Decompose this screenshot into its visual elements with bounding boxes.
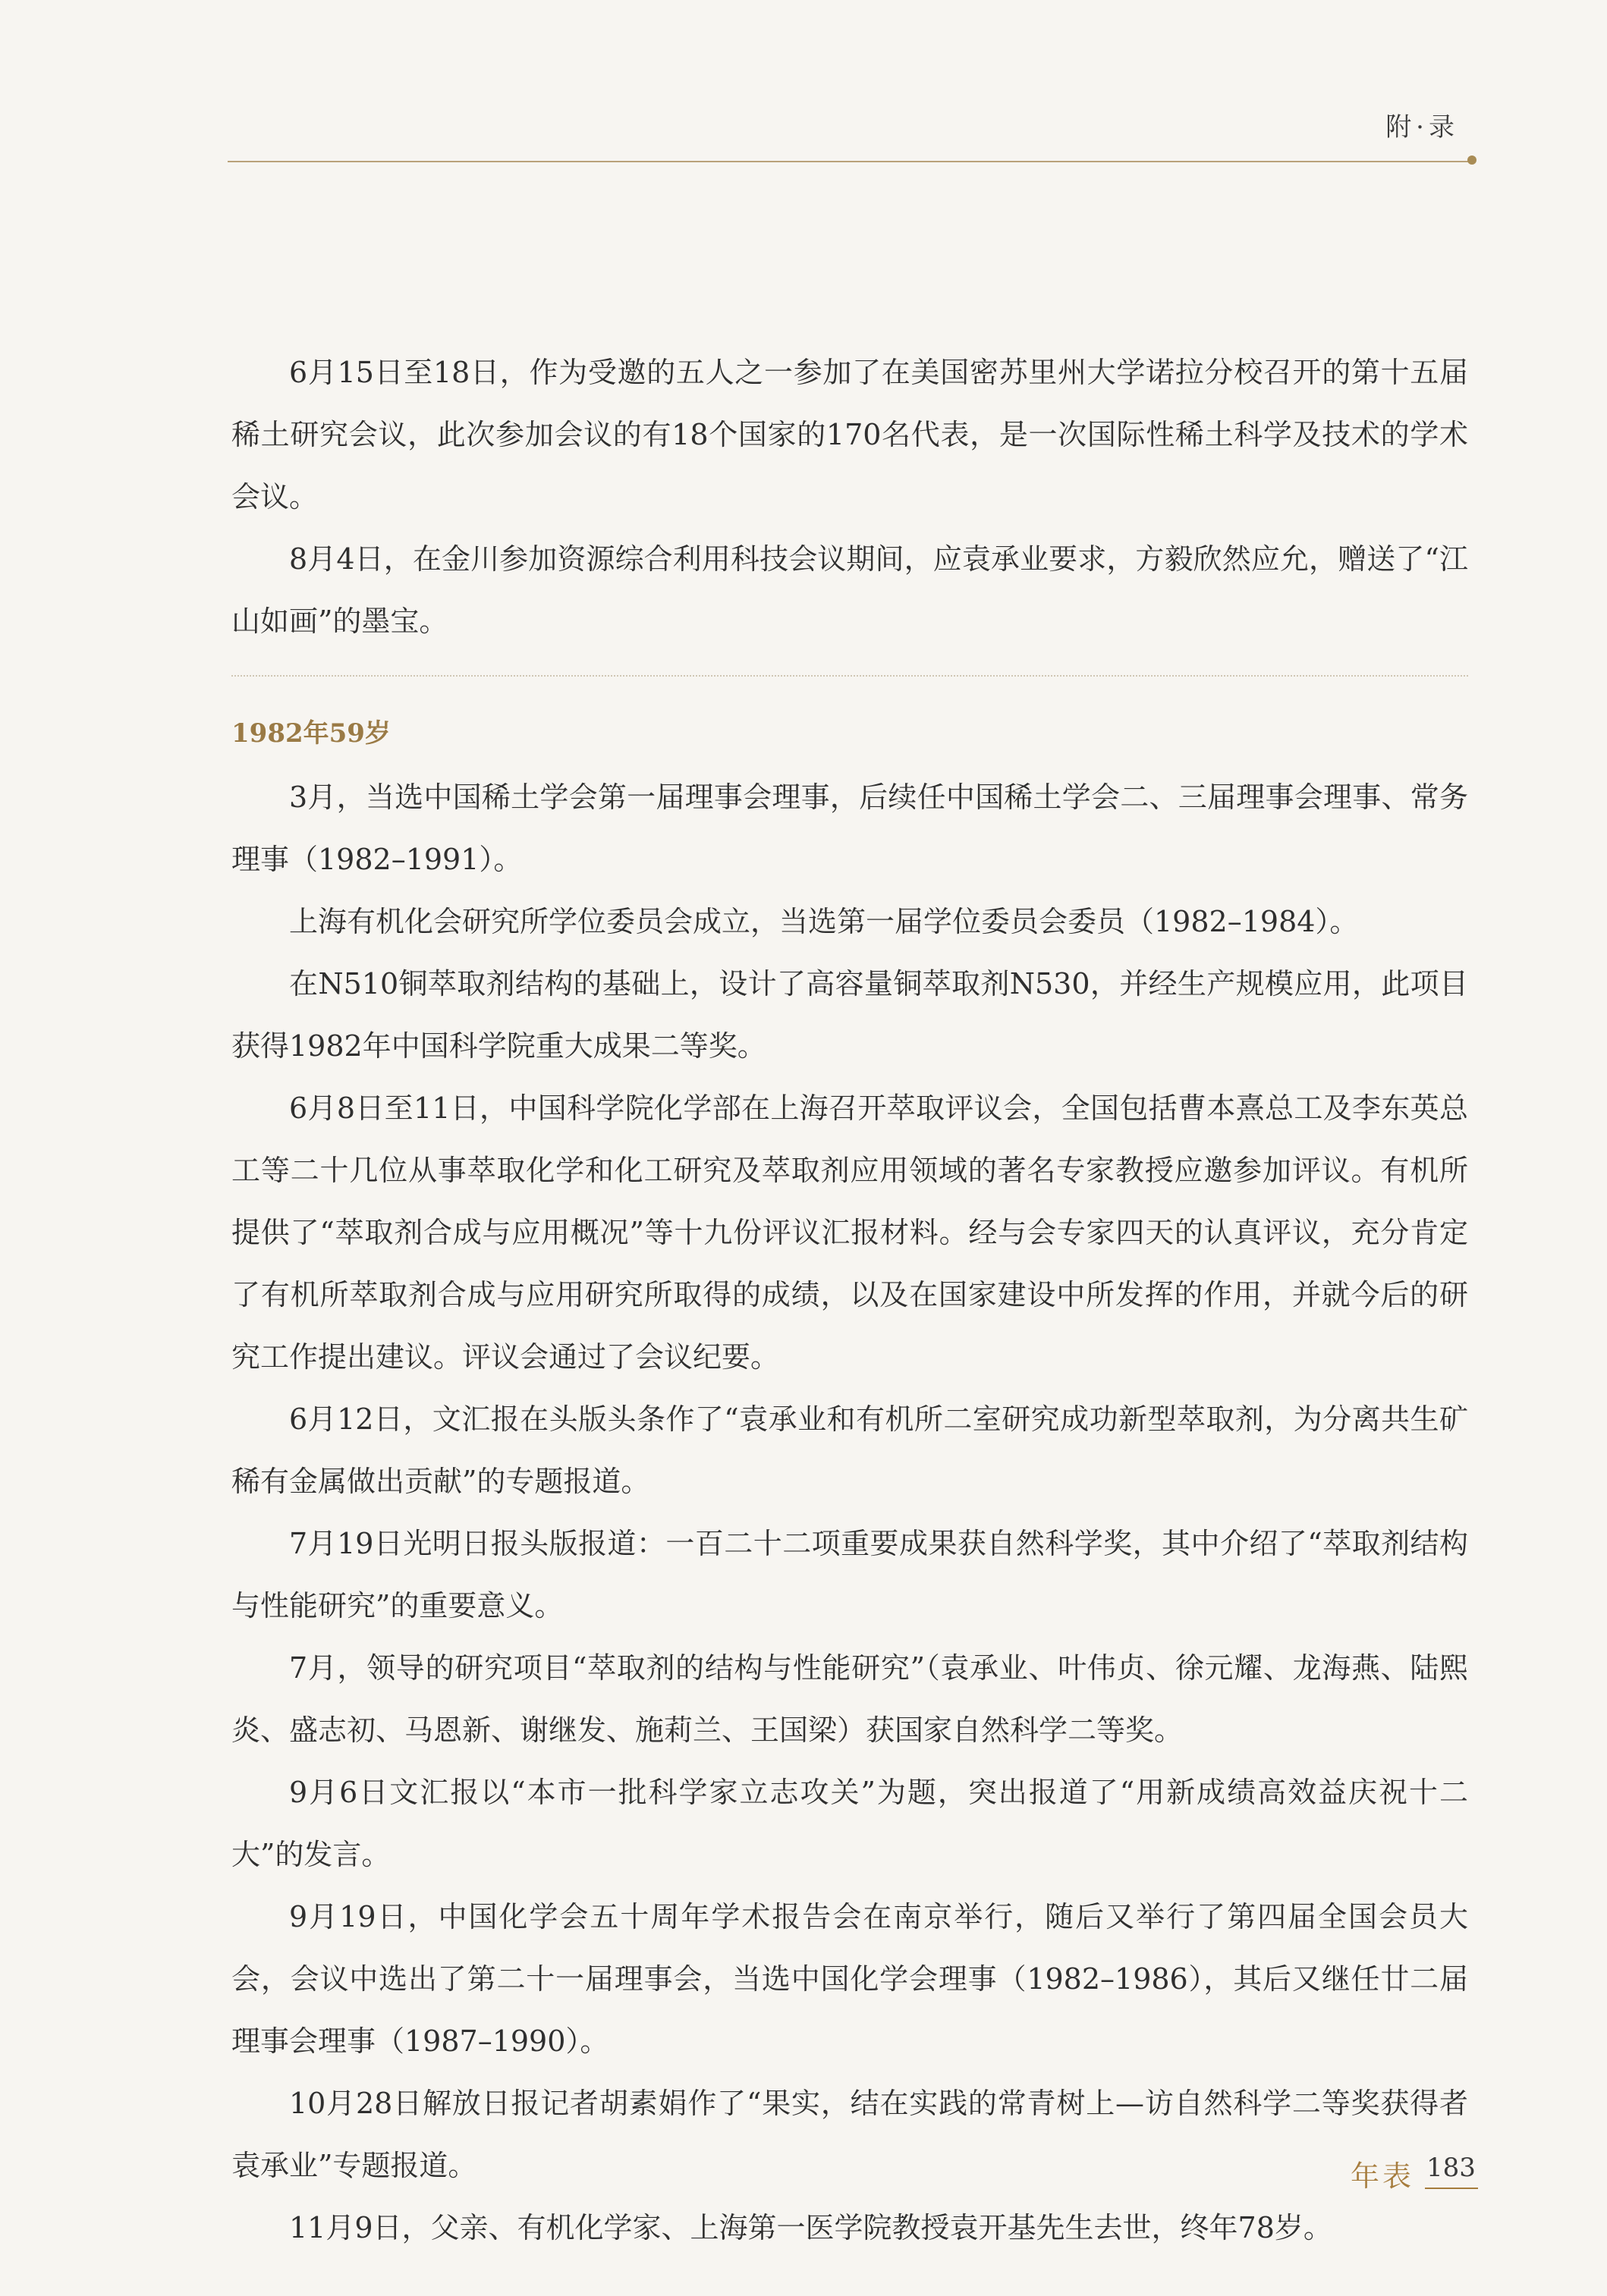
paragraph: 7月19日光明日报头版报道：一百二十二项重要成果获自然科学奖，其中介绍了“萃取剂结构与性能研究”的重要意义。 [231, 1527, 1468, 1622]
footer-section-label: 年表 [1351, 2159, 1415, 2193]
page-body [231, 341, 1468, 2259]
paragraph: 6月12日，文汇报在头版头条作了“袁承业和有机所二室研究成功新型萃取剂，为分离共生矿稀有金属做出贡献”的专题报道。 [231, 1402, 1468, 1498]
paragraph: 7月，领导的研究项目“萃取剂的结构与性能研究”（袁承业、叶伟贞、徐元耀、龙海燕、陆熙炎、盛志初、马恩新、谢继发、施莉兰、王国梁）获国家自然科学二等奖。 [231, 1651, 1468, 1747]
paragraph: 9月6日文汇报以“本市一批科学家立志攻关”为题，突出报道了“用新成绩高效益庆祝十二大”的发言。 [231, 1776, 1468, 1871]
section-heading-year: 1982年59岁 [231, 718, 391, 749]
page-number: 183 [1426, 2153, 1476, 2183]
paragraph: 8月4日，在金川参加资源综合利用科技会议期间，应袁承业要求，方毅欣然应允，赠送了“江山如画”的墨宝。 [231, 542, 1468, 638]
paragraph: 在N510铜萃取剂结构的基础上，设计了高容量铜萃取剂N530，并经生产规模应用，此项目获得1982年中国科学院重大成果二等奖。 [231, 967, 1468, 1063]
paragraph: 11月9日，父亲、有机化学家、上海第一医学院教授袁开基先生去世，终年78岁。 [289, 2211, 1332, 2244]
paragraph: 上海有机化会研究所学位委员会成立，当选第一届学位委员会委员（1982–1984）。 [289, 905, 1359, 938]
paragraph: 9月19日，中国化学会五十周年学术报告会在南京举行，随后又举行了第四届全国会员大会，会议中选出了第二十一届理事会，当选中国化学会理事（1982–1986），其后又继任廿二届理事会理事（1987–1990）。 [231, 1900, 1468, 2058]
paragraph: 3月，当选中国稀土学会第一届理事会理事，后续任中国稀土学会二、三届理事会理事、常务理事（1982–1991）。 [231, 781, 1468, 876]
header-rule [228, 161, 1472, 162]
page-number-underline [1425, 2188, 1478, 2189]
paragraph: 6月15日至18日，作为受邀的五人之一参加了在美国密苏里州大学诺拉分校召开的第十五届稀土研究会议，此次参加会议的有18个国家的170名代表，是一次国际性稀土科学及技术的学术会议。 [231, 356, 1468, 514]
running-header-title: 附·录 [1385, 112, 1459, 143]
paragraph: 6月8日至11日，中国科学院化学部在上海召开萃取评议会，全国包括曹本熹总工及李东英总工等二十几位从事萃取化学和化工研究及萃取剂应用领域的著名专家教授应邀参加评议。有机所提供了“萃取剂合成与应用概况”等十九份评议汇报材料。经与会专家四天的认真评议，充分肯定了有机所萃取剂合成与应用研究所取得的成绩，以及在国家建设中所发挥的作用，并就今后的研究工作提出建议。评议会通过了会议纪要。 [231, 1091, 1468, 1374]
header-rule-dot [1467, 155, 1476, 165]
paragraph: 10月28日解放日报记者胡素娟作了“果实，结在实践的常青树上—访自然科学二等奖获得者袁承业”专题报道。 [231, 2087, 1468, 2182]
section-divider [231, 675, 1468, 677]
